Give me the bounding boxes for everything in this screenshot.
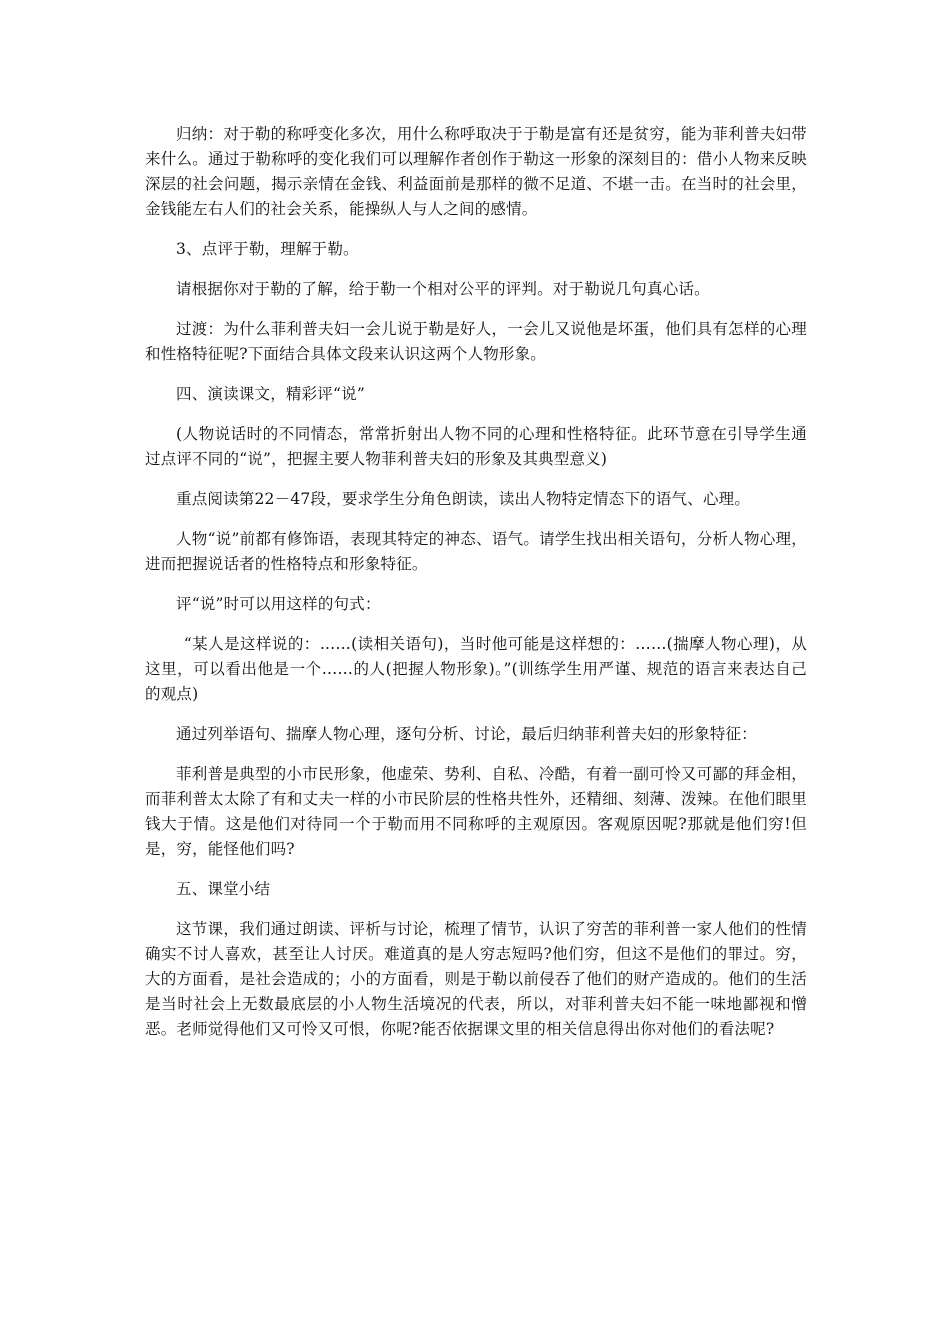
paragraph-sentence-pattern: 评“说”时可以用这样的句式： (176, 595, 381, 613)
paragraph-analysis: 通过列举语句、揣摩人物心理，逐句分析、讨论，最后归纳菲利普夫妇的形象特征： (176, 725, 757, 743)
document-body (145, 122, 807, 1057)
paragraph-summary: 归纳：对于勒的称呼变化多次，用什么称呼取决于于勒是富有还是贫穷，能为菲利普夫妇带来什么。通过于勒称呼的变化我们可以理解作者创作于勒这一形象的深刻目的：借小人物来反映深层的社会问题，揭示亲情在金钱、利益面前是那样的微不足道、不堪一击。在当时的社会里，金钱能左右人们的社会关系，能操纵人与人之间的感情。 (145, 125, 807, 218)
paragraph-step-3: 3、点评于勒，理解于勒。 (176, 240, 359, 258)
paragraph-evaluate-yule: 请根据你对于勒的了解，给于勒一个相对公平的评判。对于勒说几句真心话。 (176, 280, 710, 298)
paragraph-transition: 过渡：为什么菲利普夫妇一会儿说于勒是好人，一会儿又说他是坏蛋，他们具有怎样的心理和性格特征呢?下面结合具体文段来认识这两个人物形象。 (145, 320, 807, 363)
paragraph-characters: 菲利普是典型的小市民形象，他虚荣、势利、自私、冷酷，有着一副可怜又可鄙的拜金相，而菲利普太太除了有和丈夫一样的小市民阶层的性格共性外，还精细、刻薄、泼辣。在他们眼里钱大于情。这是他们对待同一个于勒而用不同称呼的主观原因。客观原因呢?那就是他们穷!但是，穷，能怪他们吗? (145, 765, 807, 858)
section-heading-4: 四、演读课文，精彩评“说” (176, 385, 365, 403)
paragraph-modifiers: 人物“说”前都有修饰语，表现其特定的神态、语气。请学生找出相关语句，分析人物心理，进而把握说话者的性格特点和形象特征。 (145, 530, 807, 573)
paragraph-conclusion: 这节课，我们通过朗读、评析与讨论，梳理了情节，认识了穷苦的菲利普一家人他们的性情确实不讨人喜欢，甚至让人讨厌。难道真的是人穷志短吗?他们穷，但这不是他们的罪过。穷，大的方面看，是社会造成的；小的方面看，则是于勒以前侵吞了他们的财产造成的。他们的生活是当时社会上无数最底层的小人物生活境况的代表，所以，对菲利普夫妇不能一味地鄙视和憎恶。老师觉得他们又可怜又可恨，你呢?能否依据课文里的相关信息得出你对他们的看法呢? (145, 920, 807, 1038)
section-heading-5: 五、课堂小结 (176, 880, 271, 898)
paragraph-key-reading: 重点阅读第22－47段，要求学生分角色朗读，读出人物特定情态下的语气、心理。 (176, 490, 751, 508)
paragraph-section-4-note: (人物说话时的不同情态，常常折射出人物不同的心理和性格特征。此环节意在引导学生通过点评不同的“说”，把握主要人物菲利普夫妇的形象及其典型意义) (145, 425, 807, 468)
paragraph-quote-template: “某人是这样说的：……(读相关语句)，当时他可能是这样想的：……(揣摩人物心理)，从这里，可以看出他是一个……的人(把握人物形象)。”(训练学生用严谨、规范的语言来表达自己的观点) (145, 635, 807, 703)
